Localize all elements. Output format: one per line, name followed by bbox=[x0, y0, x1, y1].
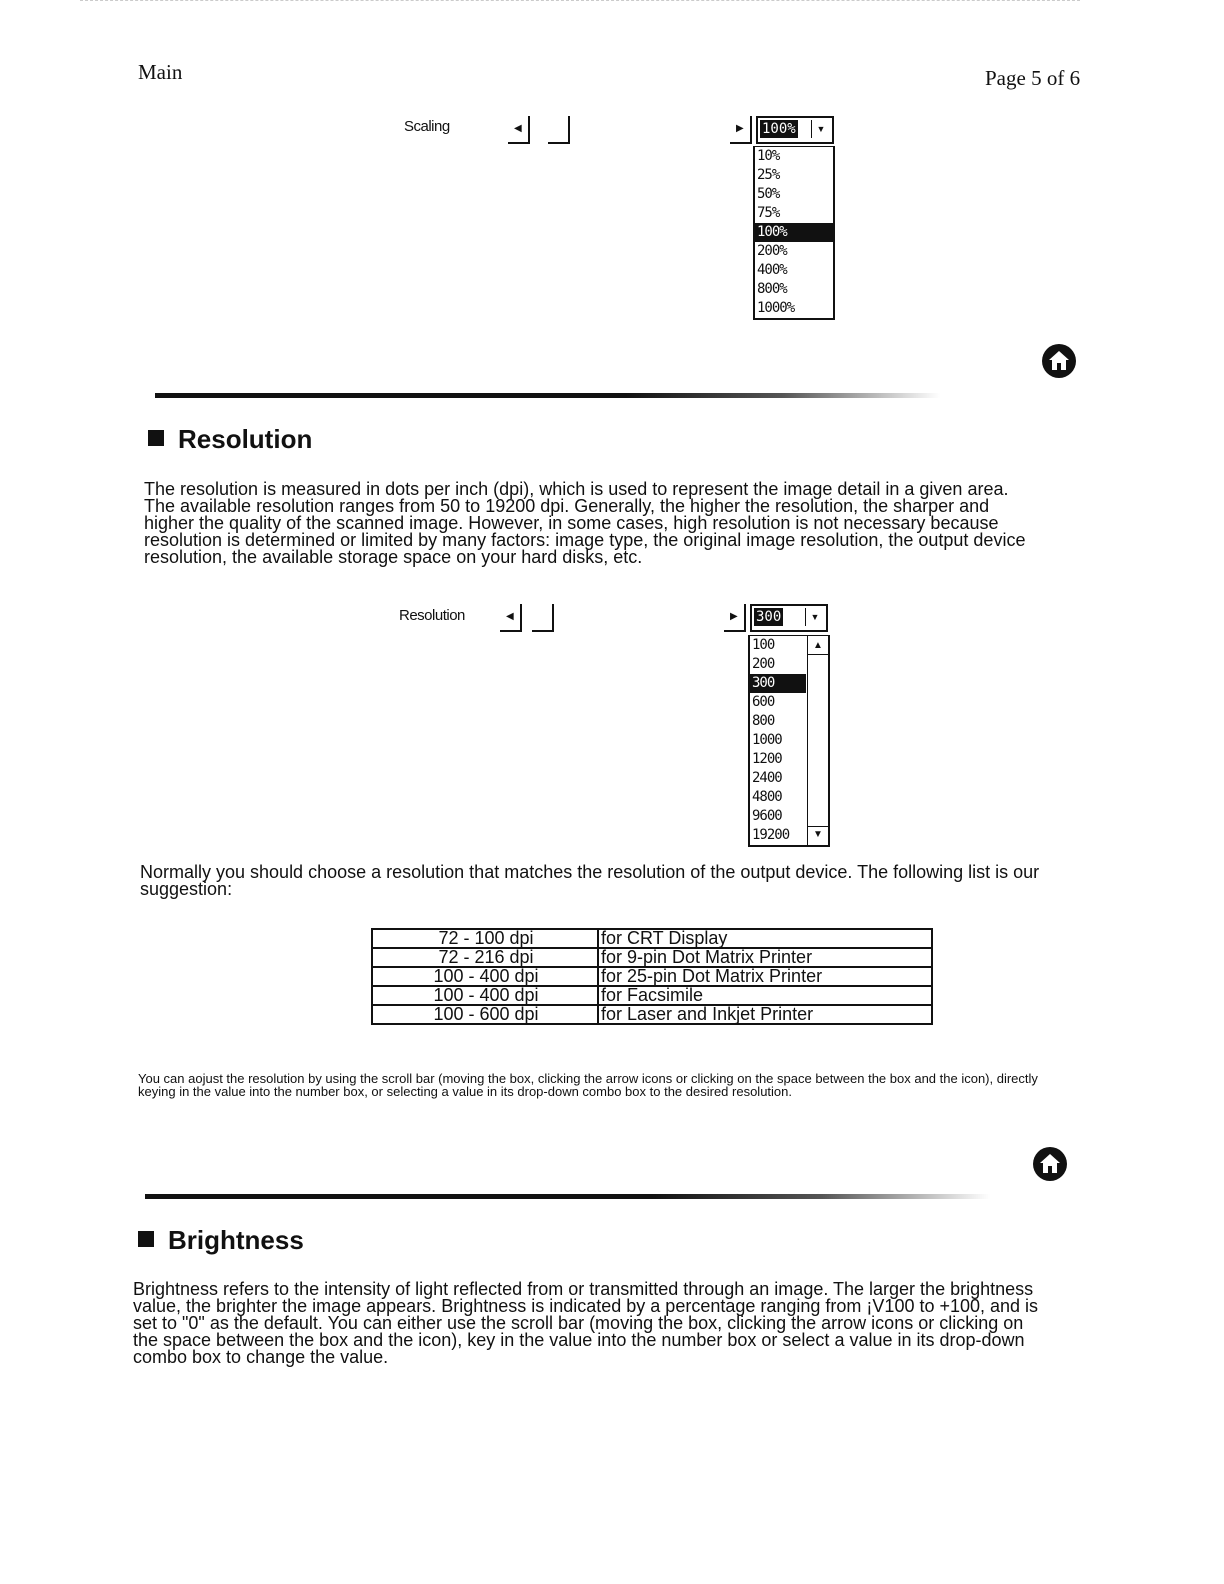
chevron-up-icon[interactable]: ▲ bbox=[808, 638, 828, 655]
dpi-range-cell: 100 - 400 dpi bbox=[372, 967, 598, 986]
scaling-scroll-right-track[interactable] bbox=[548, 116, 570, 144]
home-icon[interactable] bbox=[1042, 344, 1076, 378]
table-row bbox=[372, 986, 932, 1005]
table-row bbox=[372, 948, 932, 967]
resolution-option[interactable]: 2400 bbox=[752, 770, 782, 786]
device-cell: for CRT Display bbox=[598, 929, 932, 948]
scaling-combo-value: 100% bbox=[762, 121, 796, 137]
scaling-option[interactable]: 800% bbox=[757, 281, 787, 297]
section-divider bbox=[145, 1194, 990, 1199]
resolution-option[interactable]: 300 bbox=[750, 674, 806, 693]
resolution-suggestion-table bbox=[371, 928, 933, 1025]
scaling-options-list[interactable] bbox=[753, 146, 835, 320]
dpi-range-cell: 72 - 216 dpi bbox=[372, 948, 598, 967]
scaling-option[interactable]: 400% bbox=[757, 262, 787, 278]
device-cell: for Laser and Inkjet Printer bbox=[598, 1005, 932, 1024]
arrow-right-icon: ▶ bbox=[730, 611, 738, 622]
device-cell: for 9-pin Dot Matrix Printer bbox=[598, 948, 932, 967]
page-number: Page 5 of 6 bbox=[985, 66, 1081, 90]
scaling-label: Scaling bbox=[404, 118, 450, 135]
suggestion-intro: Normally you should choose a resolution that matches the resolution of the output device. The following list is our suggestion: bbox=[140, 862, 1040, 899]
scaling-option[interactable]: 50% bbox=[757, 186, 780, 202]
resolution-option[interactable]: 200 bbox=[752, 656, 775, 672]
resolution-scroll-track[interactable] bbox=[532, 604, 554, 632]
brightness-text: Brightness refers to the intensity of light reflected from or transmitted through an image. The larger the brightness value, the brighter the image appears. Brightness is indicated by a percentage ranging from ¡V100 to +100, and is set to "0" as the default. You can either use the scroll bar (moving the box, clicking the arrow icons or clicking on the space between the box and the icon), key in the value into the number box or select a value in its drop-down combo box to change the value. bbox=[133, 1279, 1039, 1367]
scaling-option[interactable]: 10% bbox=[757, 148, 780, 164]
resolution-option[interactable]: 19200 bbox=[752, 827, 790, 843]
resolution-option[interactable]: 100 bbox=[752, 637, 775, 653]
resolution-combo-value: 300 bbox=[756, 609, 782, 625]
home-icon[interactable] bbox=[1033, 1147, 1067, 1181]
resolution-option[interactable]: 1000 bbox=[752, 732, 782, 748]
scan-artifact bbox=[80, 0, 1080, 7]
resolution-intro: The resolution is measured in dots per inch (dpi), which is used to represent the image detail in a given area. The available resolution ranges from 50 to 19200 dpi. Generally, the higher the resolution, the sharper and higher the quality of the scanned image. However, in some cases, high resolution is not necessary because resolution is determined or limited by many factors: image type, the original image resolution, the output device resolution, the available storage space on your hard disks, etc. bbox=[144, 479, 1026, 567]
table-row bbox=[372, 929, 932, 948]
dpi-range-cell: 100 - 600 dpi bbox=[372, 1005, 598, 1024]
resolution-option[interactable]: 600 bbox=[752, 694, 775, 710]
resolution-label: Resolution bbox=[399, 607, 465, 624]
resolution-scroll-right[interactable] bbox=[724, 604, 746, 632]
resolution-option[interactable]: 1200 bbox=[752, 751, 782, 767]
scaling-combo[interactable] bbox=[756, 116, 834, 144]
brightness-heading bbox=[138, 1225, 304, 1256]
resolution-heading-text: Resolution bbox=[178, 424, 313, 454]
device-cell: for 25-pin Dot Matrix Printer bbox=[598, 967, 932, 986]
scaling-option[interactable]: 25% bbox=[757, 167, 780, 183]
resolution-list-scrollbar[interactable] bbox=[807, 636, 828, 845]
resolution-options-list[interactable] bbox=[748, 635, 830, 847]
scaling-option[interactable]: 200% bbox=[757, 243, 787, 259]
header-left: Main bbox=[138, 60, 183, 84]
scaling-option[interactable]: 1000% bbox=[757, 300, 795, 316]
resolution-combo[interactable] bbox=[750, 604, 828, 632]
resolution-scroll-left[interactable] bbox=[500, 604, 522, 632]
dpi-range-cell: 100 - 400 dpi bbox=[372, 986, 598, 1005]
scaling-option[interactable]: 100% bbox=[755, 223, 833, 242]
scaling-scroll-left[interactable] bbox=[508, 116, 530, 144]
table-row bbox=[372, 1005, 932, 1024]
dpi-range-cell: 72 - 100 dpi bbox=[372, 929, 598, 948]
arrow-right-icon: ▶ bbox=[736, 123, 744, 134]
resolution-option[interactable]: 9600 bbox=[752, 808, 782, 824]
resolution-option[interactable]: 4800 bbox=[752, 789, 782, 805]
resolution-option[interactable]: 800 bbox=[752, 713, 775, 729]
chevron-down-icon[interactable]: ▼ bbox=[808, 826, 828, 843]
section-divider bbox=[155, 393, 940, 398]
chevron-down-icon[interactable]: ▼ bbox=[811, 120, 830, 138]
bullet-icon bbox=[148, 430, 164, 446]
arrow-left-icon: ◀ bbox=[506, 611, 514, 622]
table-row bbox=[372, 967, 932, 986]
brightness-heading-text: Brightness bbox=[168, 1225, 304, 1255]
device-cell: for Facsimile bbox=[598, 986, 932, 1005]
chevron-down-icon[interactable]: ▼ bbox=[805, 608, 824, 626]
resolution-adjust-note: You can aojust the resolution by using the scroll bar (moving the box, clicking the arrow icons or clicking on the space between the box and the icon), directly keying in the value into the number box, or selecting a value in its drop-down combo box to the desired resolution. bbox=[138, 1071, 1038, 1099]
scaling-scroll-right[interactable] bbox=[730, 116, 752, 144]
bullet-icon bbox=[138, 1231, 154, 1247]
resolution-heading bbox=[148, 424, 312, 455]
arrow-left-icon: ◀ bbox=[514, 123, 522, 134]
scaling-option[interactable]: 75% bbox=[757, 205, 780, 221]
